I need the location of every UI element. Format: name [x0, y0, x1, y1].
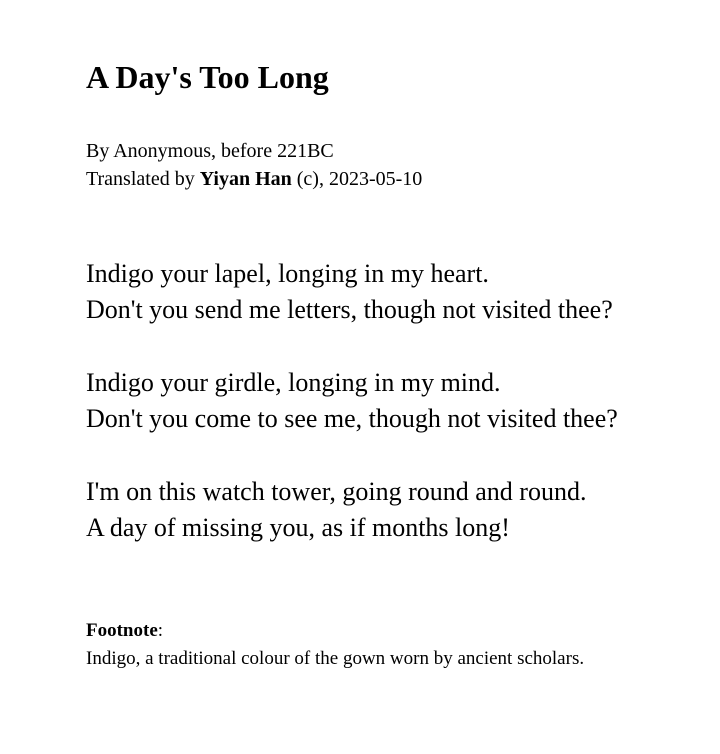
stanza-1 — [86, 256, 618, 328]
poem-line: A day of missing you, as if months long! — [86, 513, 510, 542]
translated-suffix: (c), 2023-05-10 — [291, 168, 423, 190]
byline — [86, 137, 422, 193]
author-line: By Anonymous, before 221BC — [86, 140, 334, 162]
stanza-3 — [86, 474, 618, 546]
footnote-colon: : — [157, 620, 164, 641]
footnote-heading — [86, 617, 584, 645]
poem-line: Don't you send me letters, though not visited thee? — [86, 295, 613, 324]
translation-line — [86, 165, 422, 193]
translated-prefix: Translated by — [86, 168, 200, 190]
poem-body — [86, 256, 618, 546]
poem-line: I'm on this watch tower, going round and round. — [86, 477, 587, 506]
footnote — [86, 617, 584, 673]
translator-name: Yiyan Han — [199, 168, 292, 190]
poem-line: Indigo your lapel, longing in my heart. — [86, 259, 489, 288]
stanza-2 — [86, 365, 618, 437]
footnote-text: Indigo, a traditional colour of the gown worn by ancient scholars. — [86, 648, 585, 669]
page-title: A Day's Too Long — [86, 59, 329, 95]
footnote-label: Footnote — [86, 620, 158, 641]
poem-line: Don't you come to see me, though not visited thee? — [86, 404, 618, 433]
poem-line: Indigo your girdle, longing in my mind. — [86, 368, 501, 397]
